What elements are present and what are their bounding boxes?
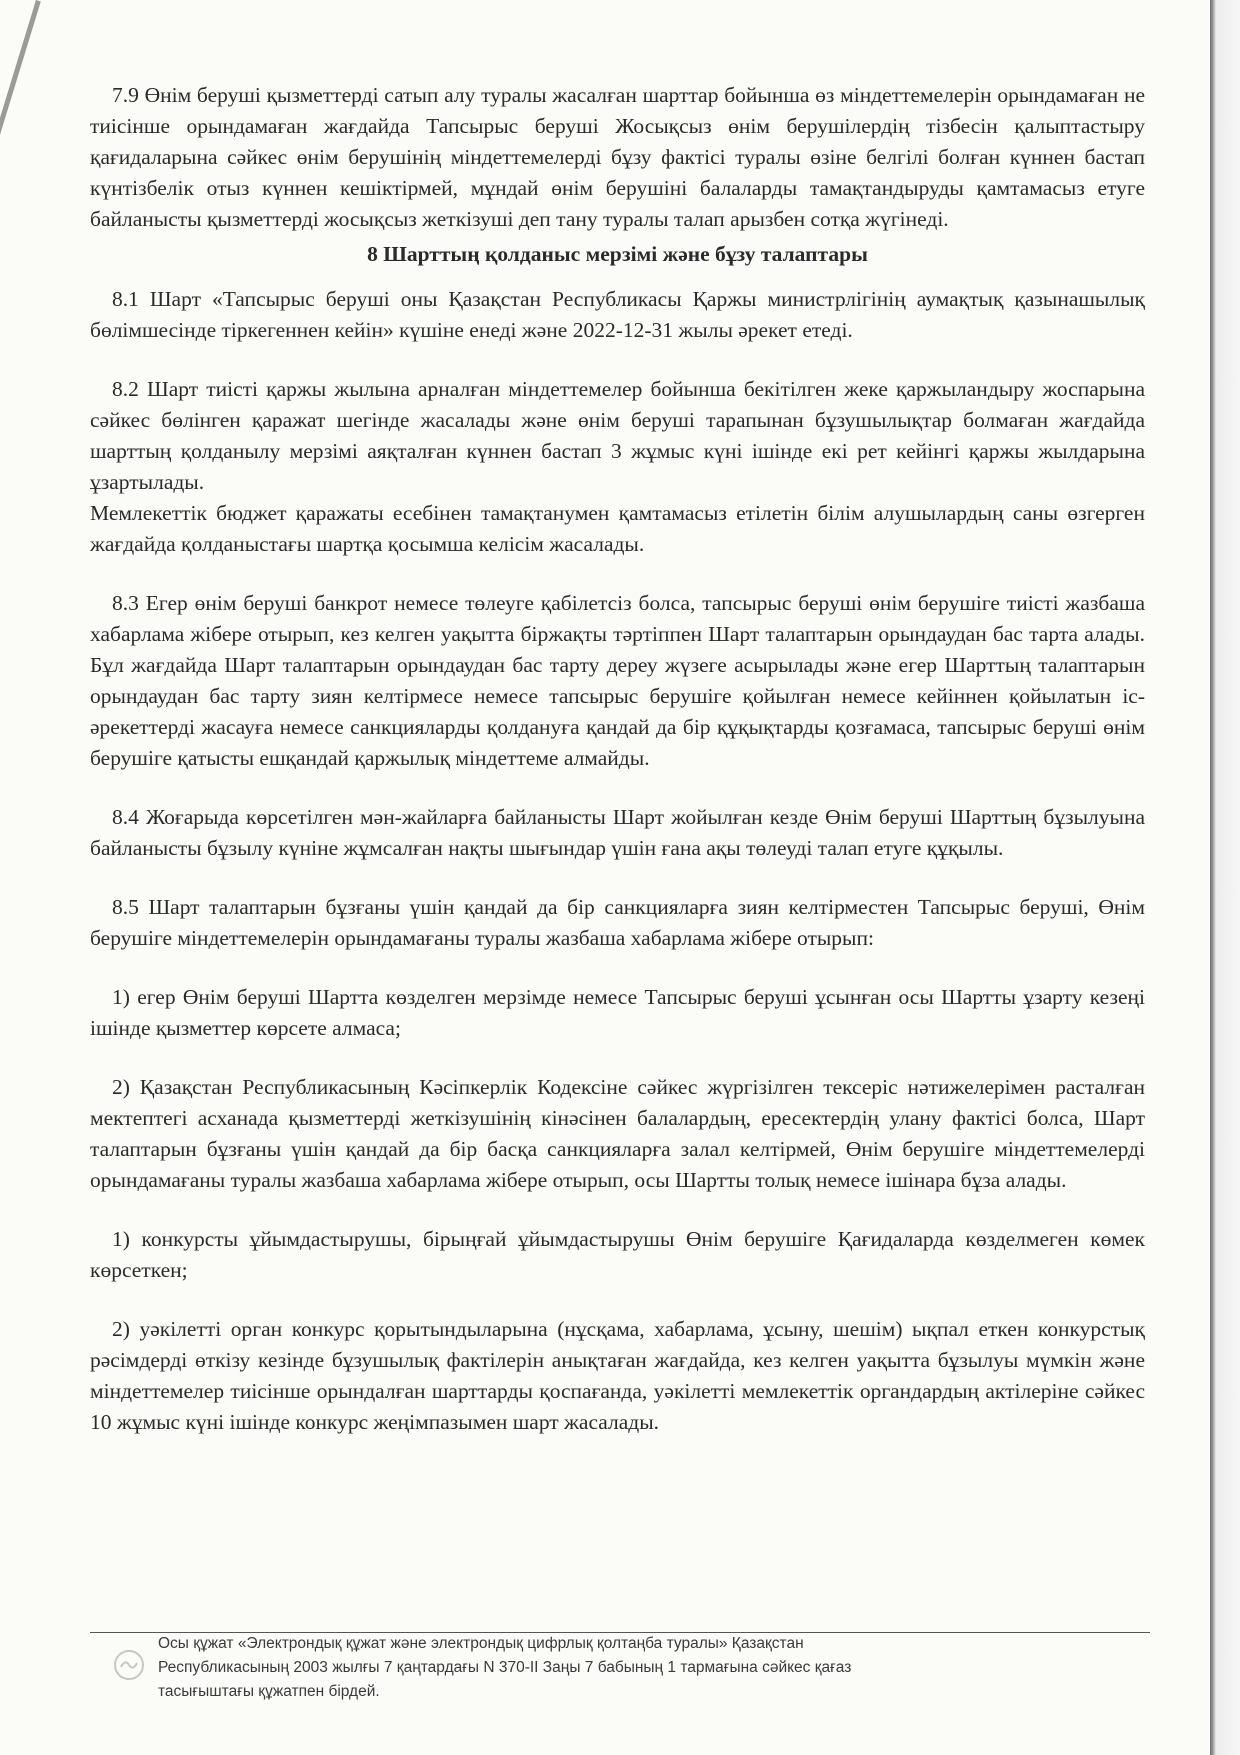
section-8-title: 8 Шарттың қолданыс мерзімі және бұзу талаптары <box>367 242 868 266</box>
list-item-a1: 1) егер Өнім беруші Шартта көзделген мерзімде немесе Тапсырыс беруші ұсынған осы Шартты ұзарту кезеңі ішінде қызметтер көрсете алмаса; <box>90 985 1145 1040</box>
paragraph-8-1: 8.1 Шарт «Тапсырыс беруші оны Қазақстан Республикасы Қаржы министрлігінің аумақтық қазынашылық бөлімшесінде тіркегеннен кейін» күшіне енеді және 2022-12-31 жылы әрекет етеді. <box>90 287 1145 342</box>
document-body <box>90 80 1145 1438</box>
list-item-b1: 1) конкурсты ұйымдастырушы, бірыңғай ұйымдастырушы Өнім берушіге Қағидаларда көзделмеген көмек көрсеткен; <box>90 1227 1145 1282</box>
paragraph-8-2: 8.2 Шарт тиісті қаржы жылына арналған міндеттемелер бойынша бекітілген жеке қаржыландыру жоспарына сәйкес бөлінген қаражат шегінде жасалады және өнім беруші тарапынан бұзушылықтар болмаған жағдайда шарттың қолданылу мерзімі аяқталған күннен бастап 3 жұмыс күні ішінде екі рет кейінгі қаржы жылдарына ұзартылады. <box>90 377 1145 494</box>
paragraph-8-4: 8.4 Жоғарыда көрсетілген мән-жайларға байланысты Шарт жойылған кезде Өнім беруші Шарттың бұзылуына байланысты бұзылу күніне жұмсалған нақты шығындар үшін ғана ақы төлеуді талап етуге құқылы. <box>90 805 1145 860</box>
paragraph-8-3: 8.3 Егер өнім беруші банкрот немесе төлеуге қабілетсіз болса, тапсырыс беруші өнім берушіге тиісті жазбаша хабарлама жібере отырып, кез келген уақытта біржақты тәртіппен Шарт талаптарын орындаудан бас тарта алады. Бұл жағдайда Шарт талаптарын орындаудан бас тарту дереу жүзеге асырылады және егер Шарттың талаптарын орындаудан бас тарту зиян келтірмесе немесе тапсырыс берушіге қойылған немесе кейіннен қойылатын іс-әрекеттерді жасауға немесе санкцияларды қолдануға қандай да бір құқықтарды қозғамаса, тапсырыс беруші өнім берушіге қатысты ешқандай қаржылық міндеттеме алмайды. <box>90 591 1145 770</box>
footer-line-1: Осы құжат «Электрондық құжат және электрондық цифрлық қолтаңба туралы» Қазақстан <box>158 1635 804 1652</box>
paragraph-8-5: 8.5 Шарт талаптарын бұзғаны үшін қандай да бір санкцияларға зиян келтірместен Тапсырыс беруші, Өнім берушіге міндеттемелерін орындамағаны туралы жазбаша хабарлама жібере отырып: <box>90 895 1145 950</box>
scan-edge <box>1210 0 1240 1755</box>
list-item-b2: 2) уәкілетті орган конкурс қорытындыларына (нұсқама, хабарлама, ұсыну, шешім) ықпал еткен конкурстық рәсімдерді өткізу кезінде бұзушылық фактілерін анықтаған жағдайда, кез келген уақытта бұзылуы мүмкін және міндеттемелер тиісінше орындалған шарттарды қоспағанда, уәкілетті мемлекеттік органдардың актілеріне сәйкес 10 жұмыс күні ішінде конкурс жеңімпазымен шарт жасалады. <box>90 1317 1145 1434</box>
e-signature-icon <box>112 1648 146 1682</box>
paragraph-7-9: 7.9 Өнім беруші қызметтерді сатып алу туралы жасалған шарттар бойынша өз міндеттемелерін орындамаған не тиісінше орындамаған жағдайда Тапсырыс беруші Жосықсыз өнім берушілердің тізбесін қалыптастыру қағидаларына сәйкес өнім берушінің міндеттемелерді бұзу фактісі туралы өзіне белгілі болған күннен бастап күнтізбелік отыз күннен кешіктірмей, мұндай өнім берушіні балаларды тамақтандыруды қамтамасыз етуге байланысты қызметтерді жосықсыз жеткізуші деп тану туралы талап арызбен сотқа жүгінеді. <box>90 83 1145 231</box>
paragraph-8-2-continued: Мемлекеттік бюджет қаражаты есебінен тамақтанумен қамтамасыз етілетін білім алушылардың саны өзгерген жағдайда қолданыстағы шартқа қосымша келісім жасалады. <box>90 501 1145 556</box>
footer-note <box>158 1632 1038 1704</box>
footer-line-3: тасығыштағы құжатпен бірдей. <box>158 1683 380 1700</box>
list-item-a2: 2) Қазақстан Республикасының Кәсіпкерлік Кодексіне сәйкес жүргізілген тексеріс нәтижелерімен расталған мектептегі асханада қызметтерді жеткізушінің кінәсінен балалардың, ересектердің улану фактісі болса, Шарт талаптарын бұзғаны үшін қандай да бір басқа санкцияларға залал келтірмей, Өнім берушіге міндеттемелерді орындамағаны туралы жазбаша хабарлама жібере отырып, осы Шартты толық немесе ішінара бұза алады. <box>90 1075 1145 1192</box>
scan-artifact <box>0 0 41 135</box>
footer-line-2: Республикасының 2003 жылғы 7 қаңтардағы N 370-II Заңы 7 бабының 1 тармағына сәйкес қағаз <box>158 1659 852 1676</box>
